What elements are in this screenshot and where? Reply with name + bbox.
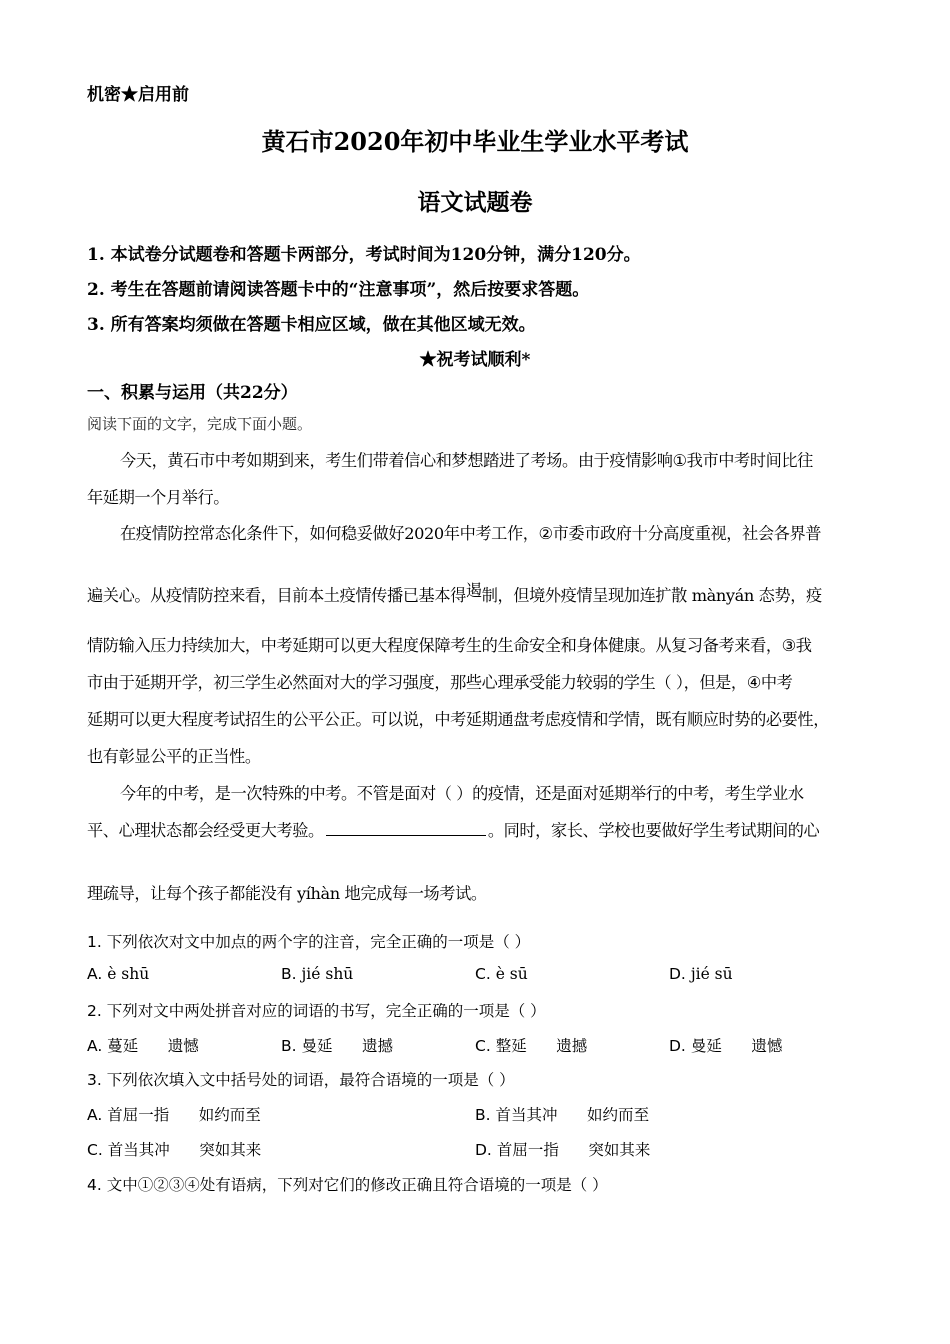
- q1-option-c[interactable]: C. è sū: [475, 965, 528, 983]
- passage-line: [120, 520, 821, 544]
- section-instruction: 阅读下面的文字，完成下面小题。: [87, 415, 313, 433]
- passage-line: 延期可以更大程度考试招生的公平公正。可以说，中考延期通盘考虑疫情和学情，既有顺应时势的必要性，: [87, 710, 830, 729]
- question-1: 1. 下列依次对文中加点的两个字的注音，完全正确的一项是（ ）: [87, 933, 531, 951]
- confidential-mark: 机密★启用前: [87, 85, 189, 105]
- note-2: 2. 考生在答题前请阅读答题卡中的“注意事项”，然后按要求答题。: [87, 280, 590, 300]
- passage-line: [87, 582, 822, 606]
- question-4: 4. 文中①②③④处有语病，下列对它们的修改正确且符合语境的一项是（ ）: [87, 1176, 608, 1194]
- q1-option-a[interactable]: A. è shū: [87, 965, 150, 983]
- q2-option-a[interactable]: A. 蔓延 遗憾: [87, 1037, 199, 1055]
- note-1: 1. 本试卷分试题卷和答题卡两部分，考试时间为120分钟，满分120分。: [87, 245, 641, 265]
- passage-text: 态势，疫: [753, 586, 822, 605]
- section-title: 一、积累与运用（共22分）: [87, 383, 298, 403]
- exam-title: 黄石市2020年初中毕业生学业水平考试: [261, 127, 689, 156]
- passage-line: 年延期一个月举行。: [87, 488, 230, 507]
- q3-option-b[interactable]: B. 首当其冲 如约而至: [475, 1106, 650, 1124]
- passage-line: [87, 817, 819, 841]
- passage-text: 制，但境外疫情呈现加连扩散: [481, 586, 692, 605]
- passage-text: 。同时，家长、学校也要做好学生考试期间的心: [487, 821, 820, 840]
- passage-text: 理疏导，让每个孩子都能没有: [87, 884, 297, 903]
- pinyin-mark: yíhàn: [296, 884, 340, 903]
- passage-text: 在疫情防控常态化条件下，如何稳妥做好: [120, 524, 405, 543]
- passage-line: 今天，黄石市中考如期到来，考生们带着信心和梦想踏进了考场。由于疫情影响①我市中考时间比往: [120, 451, 813, 470]
- q1-option-d[interactable]: D. jié sū: [669, 965, 733, 983]
- note-3: 3. 所有答案均须做在答题卡相应区域，做在其他区域无效。: [87, 315, 536, 335]
- q3-option-d[interactable]: D. 首屈一指 突如其来: [475, 1141, 651, 1159]
- answer-blank: [326, 821, 486, 836]
- passage-line: [87, 880, 487, 904]
- q3-option-c[interactable]: C. 首当其冲 突如其来: [87, 1141, 262, 1159]
- passage-text: 平、心理状态都会经受更大考验。: [87, 821, 324, 840]
- q3-option-a[interactable]: A. 首屈一指 如约而至: [87, 1106, 261, 1124]
- dotted-char: 遏: [465, 581, 482, 600]
- good-luck-line: ★祝考试顺利*: [419, 350, 531, 370]
- q1-option-b[interactable]: B. jié shū: [281, 965, 354, 983]
- question-2: 2. 下列对文中两处拼音对应的词语的书写，完全正确的一项是（ ）: [87, 1002, 546, 1020]
- question-3: 3. 下列依次填入文中括号处的词语，最符合语境的一项是（ ）: [87, 1071, 515, 1089]
- pinyin-mark: mànyán: [691, 586, 754, 605]
- exam-subtitle: 语文试题卷: [417, 189, 533, 216]
- passage-text: 遍关心。从疫情防控来看，目前本土疫情传播已基本得: [87, 586, 466, 605]
- passage-year: 2020: [404, 524, 444, 543]
- q2-option-b[interactable]: B. 曼延 遗撼: [281, 1037, 394, 1055]
- passage-text: 年中考工作，②市委市政府十分高度重视，社会各界普: [443, 524, 822, 543]
- passage-line: 也有彰显公平的正当性。: [87, 747, 261, 766]
- q2-option-d[interactable]: D. 曼延 遗憾: [669, 1037, 783, 1055]
- passage-line: 情防输入压力持续加大，中考延期可以更大程度保障考生的生命安全和身体健康。从复习备考来看，③我: [87, 636, 812, 655]
- passage-line: 今年的中考，是一次特殊的中考。不管是面对（ ）的疫情，还是面对延期举行的中考，考生学业水: [120, 784, 804, 803]
- q2-option-c[interactable]: C. 整延 遗撼: [475, 1037, 588, 1055]
- passage-text: 地完成每一场考试。: [339, 884, 487, 903]
- passage-line: 市由于延期开学，初三学生必然面对大的学习强度，那些心理承受能力较弱的学生（ ），但是，④中考: [87, 673, 793, 692]
